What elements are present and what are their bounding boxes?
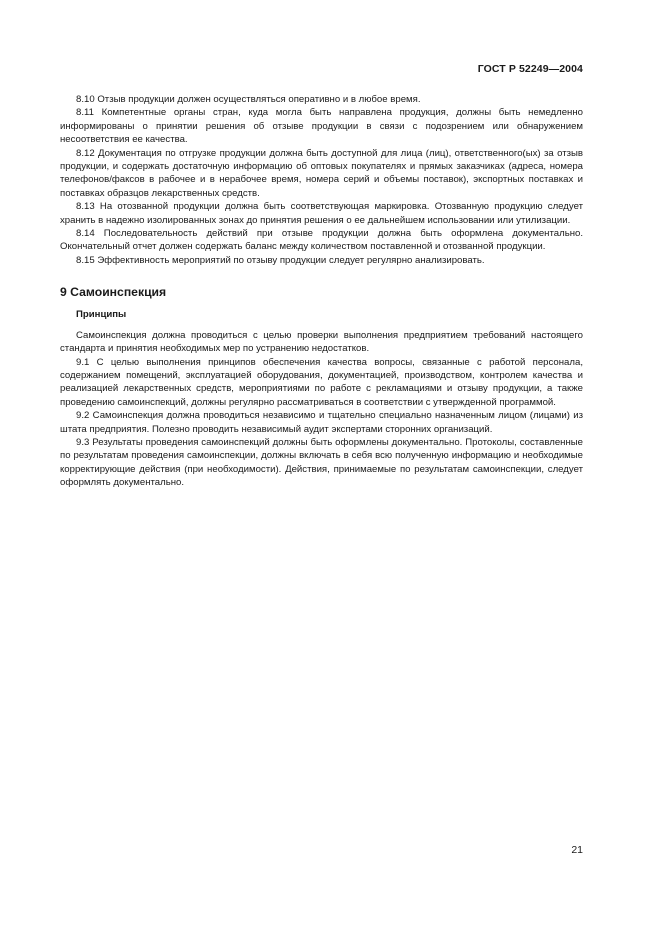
paragraph-8-15: 8.15 Эффективность мероприятий по отзыву продукции следует регулярно анализировать. [76, 254, 485, 266]
paragraph-8-14: 8.14 Последовательность действий при отзыве продукции должна быть оформлена документально. Окончательный отчет должен содержать баланс между количеством поставленной и отозванной продукции. [60, 228, 583, 253]
paragraph-9-3: 9.3 Результаты проведения самоинспекций должны быть оформлены документально. Протоколы, составленные по результатам проведения самоинспекции, должны включать в себя всю полученную информацию и необходимые корректирующие действия (при необходимости). Действия, принимаемые по результатам самоинспекции, следует оформлять документально. [60, 436, 583, 489]
section-9-subheading: Принципы [76, 309, 127, 321]
document-standard-id: ГОСТ Р 52249—2004 [477, 63, 583, 75]
paragraph-8-13: 8.13 На отозванной продукции должна быть соответствующая маркировка. Отозванную продукцию следует хранить в надежно изолированных зонах до принятия решения о ее дальнейшем использовании или утилизации. [60, 201, 583, 226]
section-9-title: 9 Самоинспекция [60, 285, 167, 300]
document-body [60, 93, 583, 490]
paragraph-9-intro: Самоинспекция должна проводиться с целью проверки выполнения предприятием требований настоящего стандарта и принятия необходимых мер по устранению недостатков. [60, 329, 583, 355]
paragraph-8-12: 8.12 Документация по отгрузке продукции должна быть доступной для лица (лиц), ответственного(ых) за отзыв продукции, и содержать достаточную информацию об оптовых покупателях и прямых заказчиках (адреса, номера телефонов/факсов в рабочее и в нерабочее время, номера серий и объемы поставок), экспортных поставках и поставках образцов лекарственных средств. [60, 147, 583, 199]
paragraph-9-2: 9.2 Самоинспекция должна проводиться независимо и тщательно специально назначенным лицом (лицами) из штата предприятия. Полезно проводить независимый аудит экспертами сторонних организаций. [60, 410, 583, 435]
page-number: 21 [571, 844, 583, 856]
paragraph-9-1: 9.1 С целью выполнения принципов обеспечения качества вопросы, связанные с работой персонала, содержанием помещений, эксплуатацией оборудования, документацией, производством, контролем качества и реализацией лекарственных средств, мероприятиями по работе с рекламациями и отзыву продукции, а также проведению самоинспекций, должны регулярно рассматриваться в соответствии с утвержденной программой. [60, 356, 583, 408]
paragraph-8-11: 8.11 Компетентные органы стран, куда могла быть направлена продукция, должны быть немедленно информированы о принятии решения об отзыве продукции в связи с подозрением или обнаружением несоответствия ее качества. [60, 107, 583, 146]
paragraph-8-10: 8.10 Отзыв продукции должен осуществляться оперативно и в любое время. [76, 94, 421, 105]
